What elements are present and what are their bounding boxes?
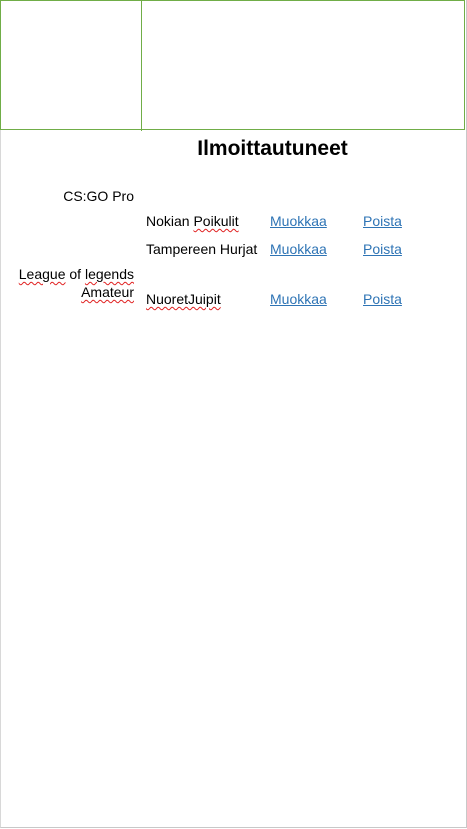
delete-link[interactable]: Poista — [363, 213, 402, 229]
team-name — [146, 290, 221, 308]
category-label-line2 — [81, 283, 134, 301]
team-name-plain: Nokian — [146, 213, 194, 229]
delete-link[interactable]: Poista — [363, 241, 402, 257]
edit-link[interactable]: Muokkaa — [270, 213, 327, 229]
category-word-plain: of — [65, 266, 85, 282]
page-title: Ilmoittautuneet — [197, 137, 348, 160]
header-table — [0, 0, 465, 130]
delete-link[interactable]: Poista — [363, 291, 402, 307]
category-word-marked: Amateur — [81, 284, 134, 300]
category-word-marked: legends — [84, 266, 134, 282]
category-label — [19, 265, 134, 283]
team-name: Tampereen Hurjat — [146, 241, 258, 257]
edit-link[interactable]: Muokkaa — [270, 241, 327, 257]
team-name-marked: Poikulit — [193, 213, 239, 229]
header-divider — [141, 1, 142, 131]
edit-link[interactable]: Muokkaa — [270, 291, 327, 307]
category-word-marked: League — [18, 266, 66, 282]
team-name — [146, 212, 239, 230]
category-label: CS:GO Pro — [63, 188, 134, 204]
team-name-marked: NuoretJuipit — [146, 291, 221, 307]
